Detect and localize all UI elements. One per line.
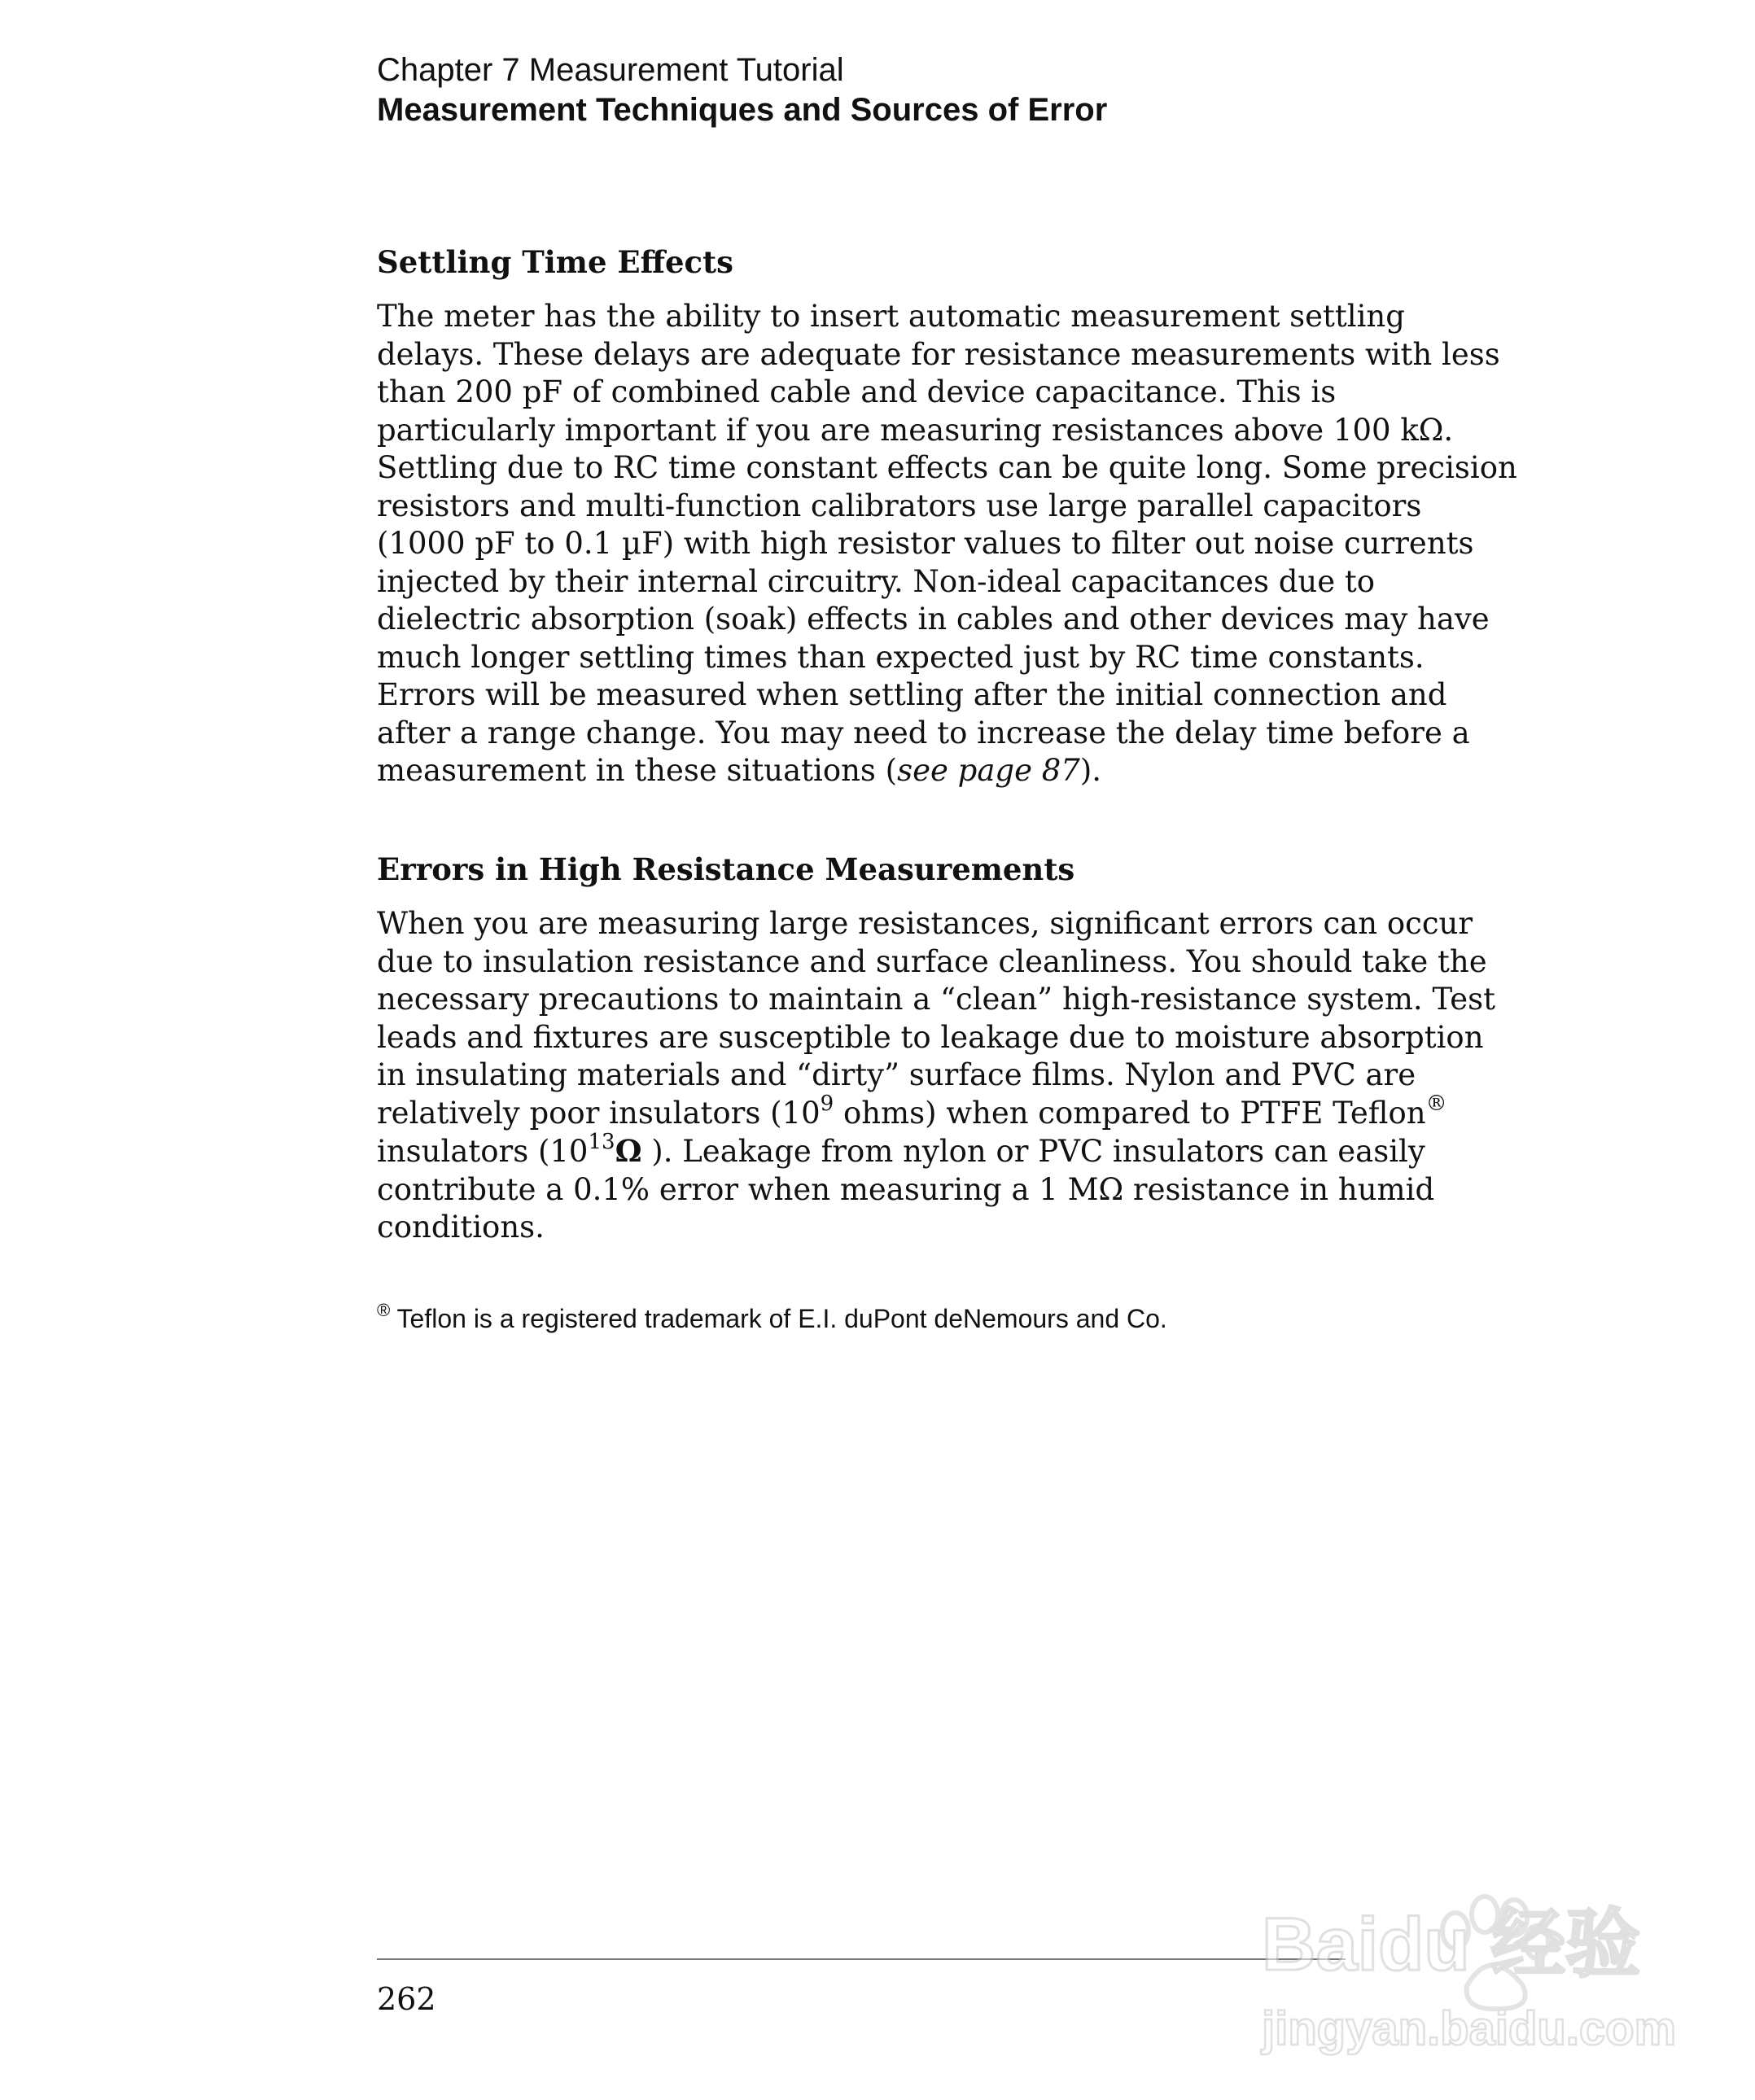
text-fragment: insulators (10 — [377, 1134, 589, 1170]
exponent: 9 — [820, 1091, 834, 1116]
text-line: leads and fixtures are susceptible to leakage due to moisture absorption — [377, 1019, 1484, 1055]
text-line: in insulating materials and “dirty” surface films. Nylon and PVC are — [377, 1057, 1416, 1093]
text-line: Settling due to RC time constant effects can be quite long. Some precision — [377, 450, 1517, 486]
section-title: Measurement Techniques and Sources of Error — [377, 91, 1108, 128]
text-fragment: relatively poor insulators (10 — [377, 1095, 821, 1131]
text-fragment: measurement in these situations ( — [377, 753, 898, 789]
text-line: much longer settling times than expected just by RC time constants. — [377, 639, 1425, 675]
text-fragment: ). Leakage from nylon or PVC insulators can easily — [641, 1134, 1425, 1170]
settling-time-heading: Settling Time Effects — [377, 244, 733, 280]
omega-symbol: Ω — [615, 1133, 642, 1170]
settling-time-paragraph — [377, 298, 1516, 790]
text-line — [377, 752, 1516, 790]
watermark-url: jingyan.baidu.com — [1262, 2002, 1677, 2055]
text-fragment: ohms) when compared to PTFE Teflon — [834, 1095, 1426, 1131]
footer-divider — [377, 1958, 1346, 1960]
text-line: When you are measuring large resistances, significant errors can occur — [377, 906, 1473, 942]
page-number: 262 — [377, 1981, 436, 2017]
settling-time-section — [377, 244, 1516, 790]
text-line — [377, 1091, 1516, 1133]
chapter-title: Chapter 7 Measurement Tutorial — [377, 52, 844, 88]
running-header — [377, 50, 1107, 130]
registered-mark: ® — [377, 1300, 391, 1320]
text-fragment: ). — [1079, 753, 1102, 789]
text-line: than 200 pF of combined cable and device capacitance. This is — [377, 374, 1337, 410]
watermark-brand: Baidu 经验 — [1262, 1903, 1641, 1986]
text-line: Errors will be measured when settling after the initial connection and — [377, 677, 1447, 713]
text-line: necessary precautions to maintain a “clean” high-resistance system. Test — [377, 982, 1496, 1017]
text-line: injected by their internal circuitry. Non-ideal capacitances due to — [377, 563, 1376, 599]
text-line: after a range change. You may need to increase the delay time before a — [377, 715, 1470, 750]
registered-mark: ® — [1425, 1091, 1447, 1116]
text-line: contribute a 0.1% error when measuring a 1 MΩ resistance in humid — [377, 1171, 1435, 1207]
baidu-jingyan-watermark — [1254, 1864, 1677, 2067]
footnote-text: Teflon is a registered trademark of E.I. duPont deNemours and Co. — [390, 1304, 1167, 1333]
text-line: dielectric absorption (soak) effects in cables and other devices may have — [377, 602, 1490, 637]
page-reference-link[interactable]: see page 87 — [897, 753, 1080, 789]
text-line: particularly important if you are measuring resistances above 100 kΩ. — [377, 412, 1454, 448]
text-line: conditions. — [377, 1210, 545, 1245]
text-line: due to insulation resistance and surface cleanliness. You should take the — [377, 943, 1487, 979]
high-resistance-paragraph — [377, 905, 1516, 1247]
text-line: resistors and multi-function calibrators use large parallel capacitors — [377, 488, 1422, 523]
text-line: delays. These delays are adequate for resistance measurements with less — [377, 336, 1500, 372]
text-line: (1000 pF to 0.1 µF) with high resistor values to filter out noise currents — [377, 526, 1474, 562]
high-resistance-section — [377, 851, 1516, 1247]
text-line: The meter has the ability to insert automatic measurement settling — [377, 299, 1405, 335]
exponent: 13 — [588, 1130, 615, 1155]
footnote — [377, 1300, 1167, 1334]
high-resistance-heading: Errors in High Resistance Measurements — [377, 851, 1075, 887]
text-line — [377, 1132, 1516, 1171]
